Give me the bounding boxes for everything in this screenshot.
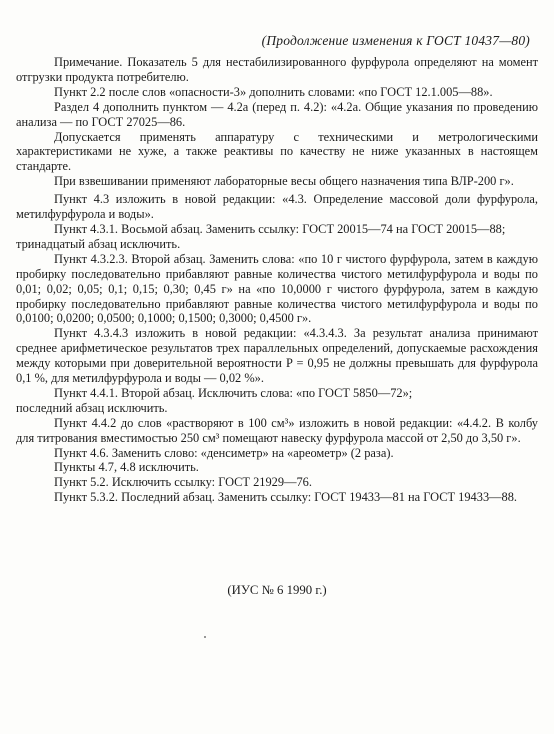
source-footer: (ИУС № 6 1990 г.) xyxy=(227,583,327,597)
scales-paragraph: При взвешивании применяют лабораторные весы общего назначения типа ВЛР-200 г». xyxy=(54,174,514,189)
item-4-4-2-paragraph: Пункт 4.4.2 до слов «растворяют в 100 см³» изложить в новой редакции: «4.4.2. В колбу для титрования вместимостью 250 см³ помещают навеску фурфурола массой от 2,50 до 3,50 г». xyxy=(16,415,538,445)
section-4-paragraph: Раздел 4 дополнить пунктом — 4.2а (перед п. 4.2): «4.2а. Общие указания по проведению анализа — по ГОСТ 27025—86. xyxy=(16,99,538,129)
item-4-3-4-3-paragraph: Пункт 4.3.4.3 изложить в новой редакции: «4.3.4.3. За результат анализа принимают среднее арифметическое результатов трех параллельных определений, допускаемые расхождения между которыми при доверительной вероятности P = 0,95 не должны превышать для фурфурола 0,1 %, для метилфурфурола и воды — 0,02 %». xyxy=(16,326,538,386)
item-5-3-2-paragraph: Пункт 5.3.2. Последний абзац. Заменить ссылку: ГОСТ 19433—81 на ГОСТ 19433—88. xyxy=(54,490,518,505)
item-2-2-paragraph: Пункт 2.2 после слов «опасности-3» дополнить словами: «по ГОСТ 12.1.005—88». xyxy=(54,84,493,99)
print-speck xyxy=(204,636,206,638)
item-5-2-paragraph: Пункт 5.2. Исключить ссылку: ГОСТ 21929—76. xyxy=(54,475,312,490)
thirteenth-paragraph-note: тринадцатый абзац исключить. xyxy=(16,236,181,251)
item-4-4-1-paragraph: Пункт 4.4.1. Второй абзац. Исключить слова: «по ГОСТ 5850—72»; xyxy=(54,385,413,400)
continuation-header: (Продолжение изменения к ГОСТ 10437—80) xyxy=(261,33,530,48)
document-body xyxy=(16,55,538,505)
item-4-3-1-paragraph: Пункт 4.3.1. Восьмой абзац. Заменить ссылку: ГОСТ 20015—74 на ГОСТ 20015—88; xyxy=(54,221,506,236)
items-4-7-4-8-paragraph: Пункты 4.7, 4.8 исключить. xyxy=(54,460,199,475)
last-paragraph-note: последний абзац исключить. xyxy=(16,400,168,415)
item-4-3-2-3-paragraph: Пункт 4.3.2.3. Второй абзац. Заменить слова: «по 10 г чистого фурфурола, затем в каждую пробирку последовательно прибавляют равные количества чистого метилфурфурола и воды по 0,01; 0,02; 0,05; 0,1; 0,15; 0,30; 0,45 г» на «по 10,0000 г чистого фурфурола, затем в каждую пробирку последовательно прибавляют равные количества чистого метилфурфурола и воды по 0,0100; 0,0200; 0,0500; 0,1000; 0,1500; 0,3000; 0,4500 г». xyxy=(16,251,538,326)
item-4-3-paragraph: Пункт 4.3 изложить в новой редакции: «4.3. Определение массовой доли фурфурола, метилфурфурола и воды». xyxy=(16,192,538,222)
item-4-6-paragraph: Пункт 4.6. Заменить слово: «денсиметр» на «ареометр» (2 раза). xyxy=(54,445,394,460)
note-paragraph: Примечание. Показатель 5 для нестабилизированного фурфурола определяют на момент отгрузки продукта потребителю. xyxy=(16,55,538,84)
equipment-paragraph: Допускается применять аппаратуру с техническими и метрологическими характеристиками не хуже, а также реактивы по качеству не ниже указанных в настоящем стандарте. xyxy=(16,129,538,174)
